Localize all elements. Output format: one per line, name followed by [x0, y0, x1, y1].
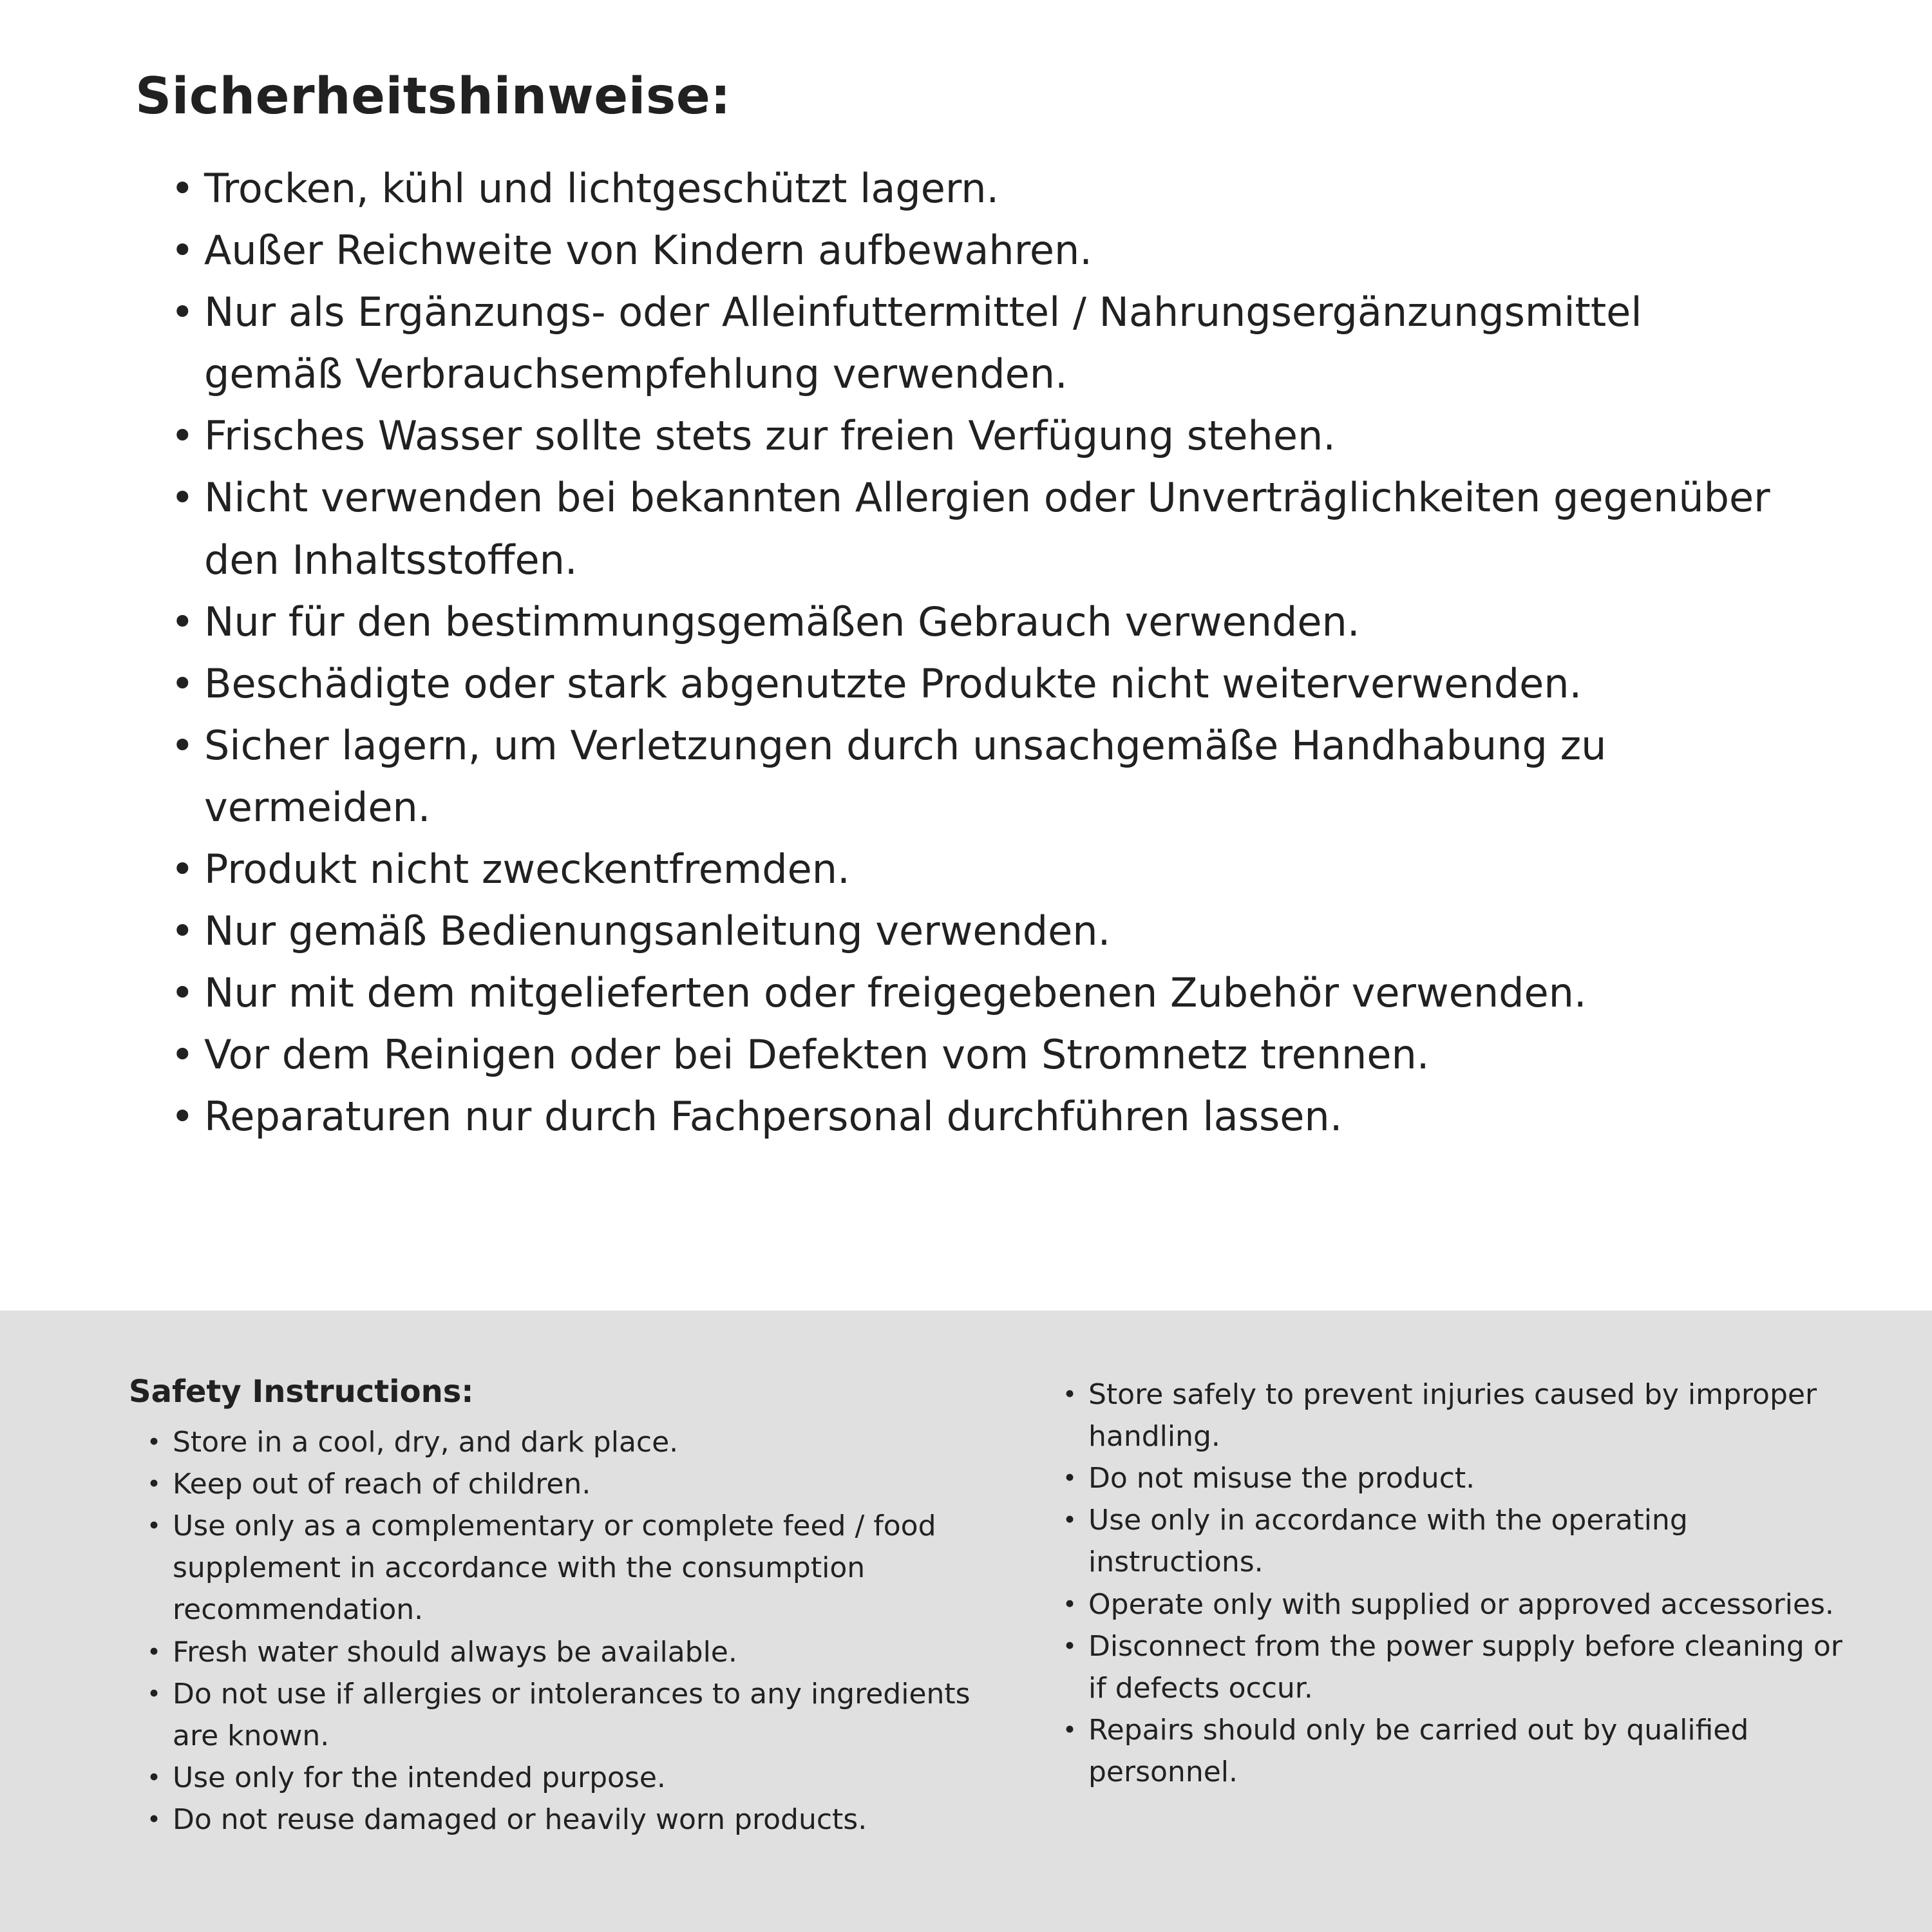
safety-item-en: • Do not use if allergies or intolerances to any ingredients are known. [147, 1673, 985, 1757]
english-safety-list-right [1063, 1374, 1868, 1793]
safety-item-de: • Außer Reichweite von Kindern aufbewahren. [171, 220, 1784, 281]
safety-item-de: • Reparaturen nur durch Fachpersonal durchführen lassen. [171, 1086, 1784, 1148]
english-heading: Safety Instructions: [129, 1374, 474, 1410]
english-safety-list-left [129, 1421, 985, 1841]
english-section [0, 1311, 1932, 1932]
safety-item-en: • Store in a cool, dry, and dark place. [147, 1421, 985, 1463]
safety-item-de: • Produkt nicht zweckentfremden. [171, 838, 1784, 900]
english-right-column [1063, 1374, 1868, 1932]
safety-item-de: • Nur als Ergänzungs- oder Alleinfuttermittel / Nahrungsergänzungsmittel gemäß Verbrauchsempfehlung verwenden. [171, 281, 1784, 405]
english-left-column [129, 1374, 985, 1932]
safety-item-en: • Use only in accordance with the operating instructions. [1063, 1499, 1868, 1583]
safety-item-en: • Store safely to prevent injuries caused by improper handling. [1063, 1374, 1868, 1457]
safety-item-en: • Do not misuse the product. [1063, 1457, 1868, 1499]
safety-item-de: • Sicher lagern, um Verletzungen durch unsachgemäße Handhabung zu vermeiden. [171, 715, 1784, 838]
safety-item-de: • Nur für den bestimmungsgemäßen Gebrauch verwenden. [171, 591, 1784, 653]
german-heading: Sicherheitshinweise: [135, 68, 731, 126]
safety-item-en: • Fresh water should always be available. [147, 1631, 985, 1673]
safety-item-de: • Nicht verwenden bei bekannten Allergien oder Unverträglichkeiten gegenüber den Inhaltsstoffen. [171, 467, 1784, 591]
safety-item-de: • Vor dem Reinigen oder bei Defekten vom Stromnetz trennen. [171, 1024, 1784, 1086]
safety-item-en: • Repairs should only be carried out by qualified personnel. [1063, 1709, 1868, 1793]
safety-item-en: • Disconnect from the power supply before cleaning or if defects occur. [1063, 1625, 1868, 1709]
safety-item-en: • Use only for the intended purpose. [147, 1757, 985, 1799]
safety-item-en: • Use only as a complementary or complete feed / food supplement in accordance with the consumption recommendation. [147, 1505, 985, 1631]
safety-item-en: • Keep out of reach of children. [147, 1463, 985, 1505]
safety-item-de: • Frisches Wasser sollte stets zur freien Verfügung stehen. [171, 405, 1784, 467]
safety-item-en: • Do not reuse damaged or heavily worn products. [147, 1799, 985, 1841]
safety-item-de: • Trocken, kühl und lichtgeschützt lagern. [171, 158, 1784, 220]
safety-item-de: • Nur mit dem mitgelieferten oder freigegebenen Zubehör verwenden. [171, 962, 1784, 1024]
safety-item-en: • Operate only with supplied or approved accessories. [1063, 1584, 1868, 1625]
safety-item-de: • Nur gemäß Bedienungsanleitung verwenden. [171, 900, 1784, 962]
german-safety-list [135, 158, 1784, 1148]
safety-item-de: • Beschädigte oder stark abgenutzte Produkte nicht weiterverwenden. [171, 653, 1784, 715]
